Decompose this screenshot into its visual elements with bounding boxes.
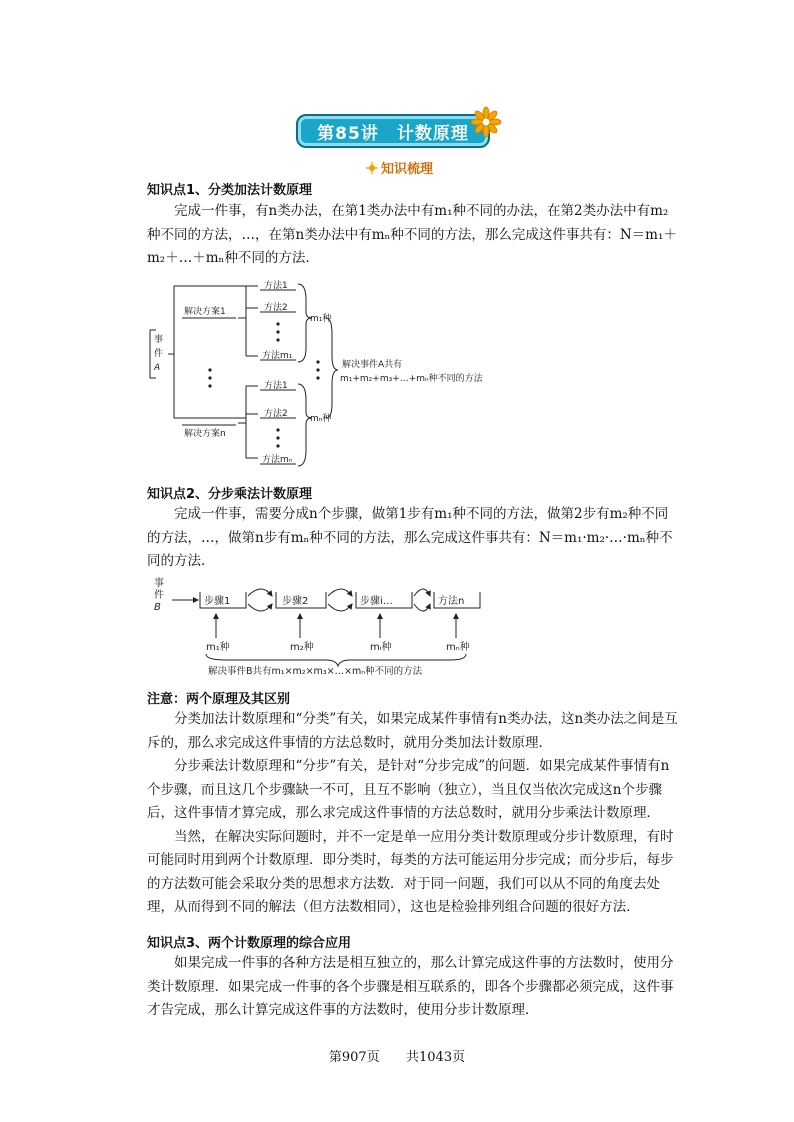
- kp2-body: [147, 503, 679, 574]
- plan1-label: 解决方案1: [184, 307, 226, 317]
- page-total: 共1043页: [406, 1050, 466, 1065]
- result-line2: m₁+m₂+m₃+…+mₙ种不同的方法: [340, 374, 483, 384]
- kp1-text: 完成一件事，有n类办法，在第1类办法中有m₁种不同的办法，在第2类办法中有m₂种不同的方法，…，在第n类办法中有mₙ种不同的方法，那么完成这件事共有：N＝m₁＋m₂＋…＋mₙ种不同的方法．: [147, 203, 677, 266]
- note-body: [147, 708, 679, 920]
- kp3-heading: 知识点3、两个计数原理的综合应用: [147, 936, 352, 951]
- kinds-label: mᵢ种: [370, 642, 392, 653]
- sparkle-icon: [366, 162, 378, 174]
- mn-kinds-label: mₙ种: [310, 414, 332, 424]
- step-diagram: [150, 574, 490, 680]
- kp1-heading: 知识点1、分类加法计数原理: [147, 183, 313, 198]
- step-result: 解决事件B共有m₁×m₂×m₃×…×mₙ种不同的方法: [208, 666, 423, 677]
- kp2-text: 完成一件事，需要分成n个步骤，做第1步有m₁种不同的方法，做第2步有m₂种不同的方法，…，做第n步有mₙ种不同的方法，那么完成这件事共有：N＝m₁·m₂·…·mₙ种不同的方法．: [147, 506, 673, 569]
- note-p2: 分步乘法计数原理和“分步”有关，是针对“分步完成”的问题．如果完成某件事情有n个步骤，而且这几个步骤缺一不可，且互不影响（独立），当且仅当依次完成这n个步骤后，这件事情才算完成，那么求完成这件事情的方法总数时，就用分步乘法计数原理．: [147, 758, 670, 821]
- method-label: 方法2: [264, 409, 288, 419]
- event-char: 事: [154, 578, 164, 589]
- event-char: B: [154, 602, 161, 613]
- event-char: 件: [154, 349, 164, 359]
- step-label: 步骤2: [282, 596, 309, 607]
- result-line1: 解决事件A共有: [342, 360, 403, 370]
- kinds-label: m₂种: [290, 642, 314, 653]
- page-number: 第907页: [328, 1050, 380, 1065]
- page-footer: [0, 1046, 794, 1065]
- event-char: 件: [154, 590, 164, 601]
- lecture-title: 第85讲 计数原理: [317, 123, 469, 144]
- note-p3: 当然，在解决实际问题时，并不一定是单一应用分类计数原理或分步计数原理，有时可能同时用到两个计数原理．即分类时，每类的方法可能运用分步完成；而分步后，每步的方法数可能会采取分类的思想求方法数．对于同一问题，我们可以从不同的角度去处理，从而得到不同的解法（但方法数相同），这也是检验排列组合问题的很好方法．: [147, 828, 674, 915]
- kinds-label: m₁种: [206, 642, 230, 653]
- method-label: 方法m₁: [262, 351, 293, 361]
- kp1-body: [147, 200, 679, 271]
- kp2-heading: 知识点2、分步乘法计数原理: [147, 487, 313, 502]
- step-label: 步骤i…: [360, 596, 393, 607]
- m1-kinds-label: m₁种: [310, 314, 332, 324]
- event-char: 事: [154, 335, 164, 345]
- classification-diagram: [146, 278, 506, 474]
- section-heading: 知识梳理: [366, 158, 433, 177]
- method-label: 方法1: [264, 281, 288, 291]
- kinds-label: mₙ种: [446, 642, 470, 653]
- method-label: 方法2: [264, 303, 288, 313]
- lecture-title-banner: [296, 114, 490, 148]
- step-label: 方法n: [438, 596, 465, 607]
- method-label: 方法1: [264, 381, 288, 391]
- kp3-body: [147, 952, 679, 1023]
- event-char: A: [154, 363, 161, 373]
- kp3-text: 如果完成一件事的各种方法是相互独立的，那么计算完成这件事的方法数时，使用分类计数原理．如果完成一件事的各个步骤是相互联系的，即各个步骤都必须完成，这件事才告完成，那么计算完成这件事的方法数时，使用分步计数原理．: [147, 955, 674, 1018]
- method-label: 方法mₙ: [262, 455, 293, 465]
- step-label: 步骤1: [204, 596, 231, 607]
- planN-label: 解决方案n: [184, 429, 226, 439]
- flower-icon: [470, 106, 502, 138]
- note-heading: 注意：两个原理及其区别: [147, 692, 291, 707]
- note-p1: 分类加法计数原理和“分类”有关，如果完成某件事情有n类办法，这n类办法之间是互斥的，那么求完成这件事情的方法总数时，就用分类加法计数原理．: [147, 711, 678, 751]
